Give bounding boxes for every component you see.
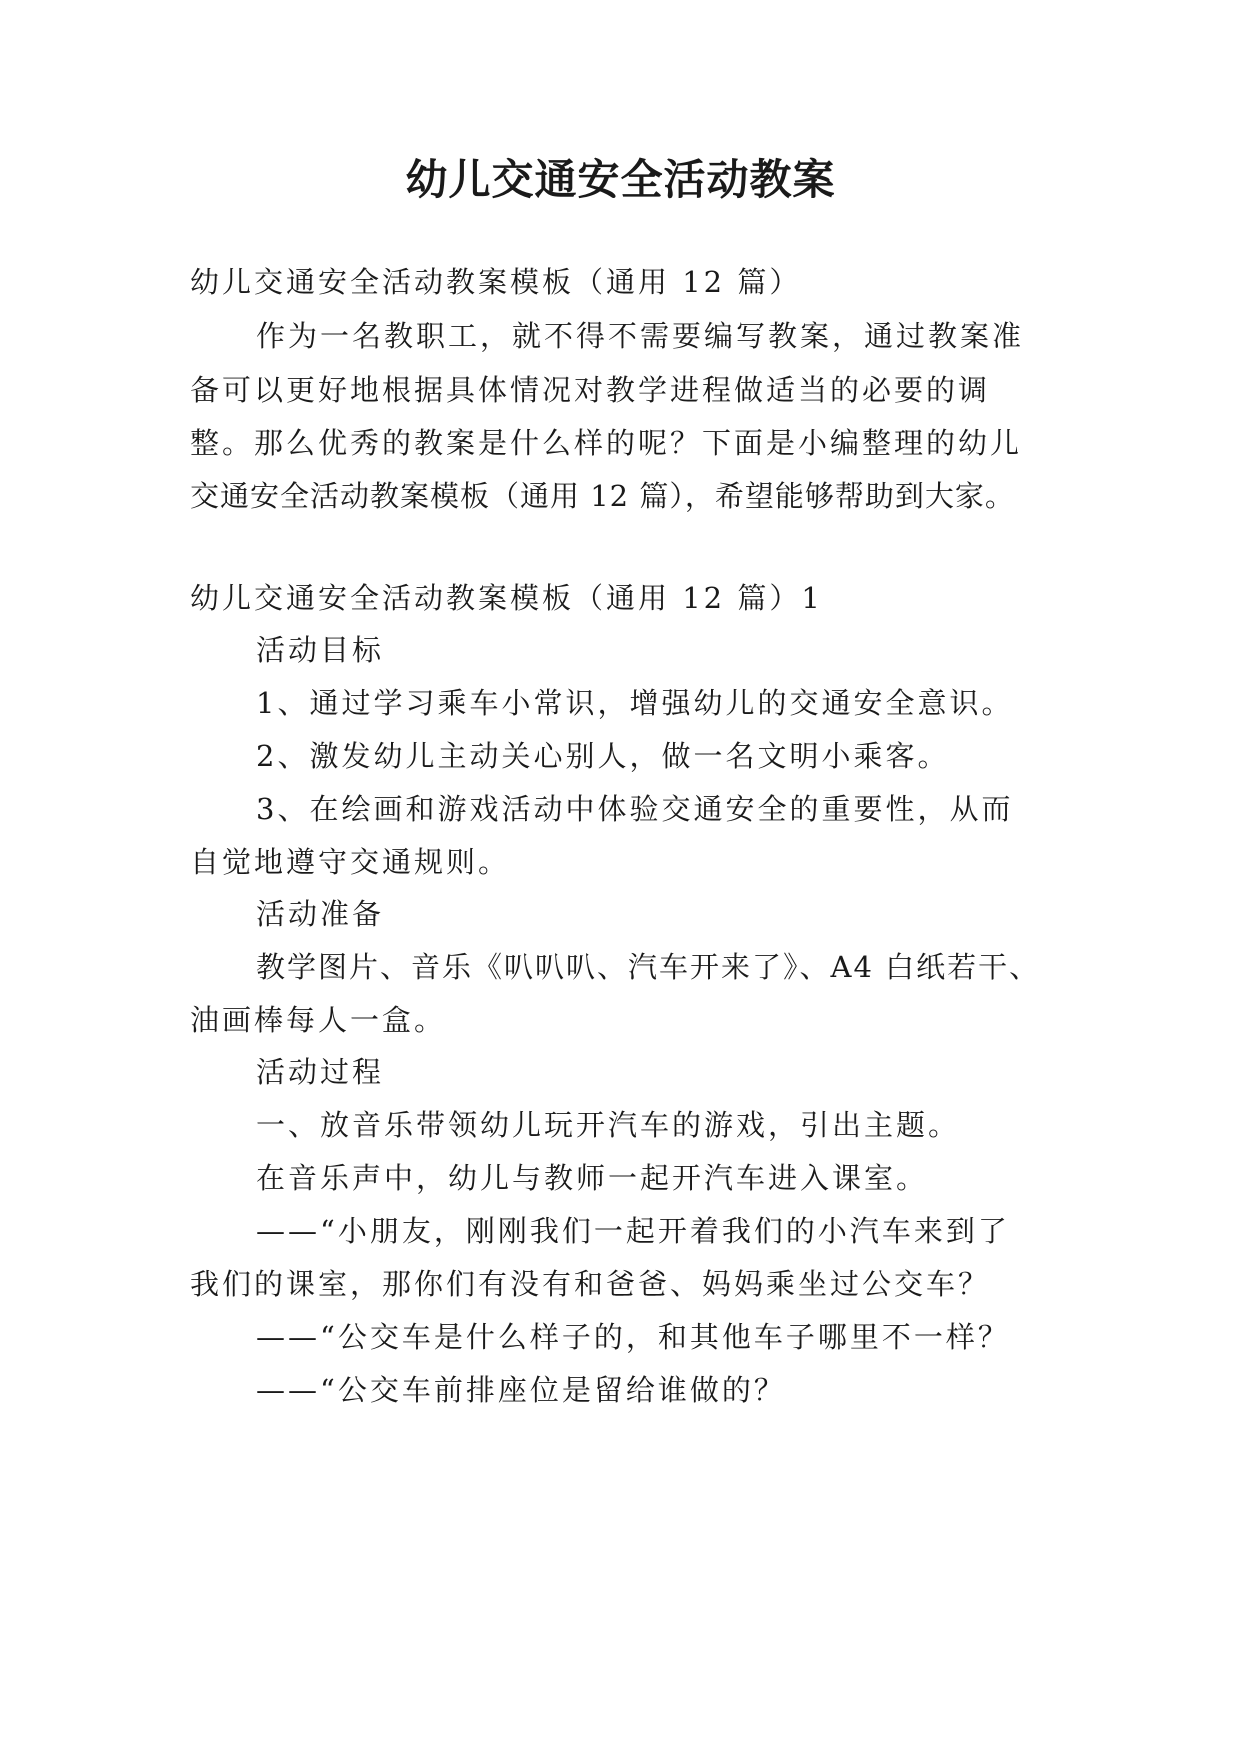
dialogue-line: 我们的课室，那你们有没有和爸爸、妈妈乘坐过公交车？: [190, 1267, 991, 1301]
goal-item: 1、通过学习乘车小常识，增强幼儿的交通安全意识。: [256, 686, 1014, 720]
intro-line: 备可以更好地根据具体情况对教学进程做适当的必要的调: [190, 373, 991, 407]
dialogue-line: ——“小朋友，刚刚我们一起开着我们的小汽车来到了: [256, 1214, 1010, 1248]
goal-item-continued: 自觉地遵守交通规则。: [190, 845, 511, 879]
dialogue-line: ——“公交车是什么样子的，和其他车子哪里不一样？: [256, 1320, 1010, 1354]
goal-item: 2、激发幼儿主动关心别人，做一名文明小乘客。: [256, 739, 950, 773]
subtitle-line: 幼儿交通安全活动教案模板（通用 12 篇）: [190, 265, 802, 299]
activity-goal-heading: 活动目标: [256, 633, 385, 667]
intro-line: 整。那么优秀的教案是什么样的呢？下面是小编整理的幼儿: [190, 426, 1023, 460]
goal-item: 3、在绘画和游戏活动中体验交通安全的重要性，从而: [256, 792, 1014, 826]
dialogue-line: ——“公交车前排座位是留给谁做的？: [256, 1373, 786, 1407]
activity-process-heading: 活动过程: [256, 1055, 385, 1089]
prep-line: 教学图片、音乐《叭叭叭、汽车开来了》、A4 白纸若干、: [256, 950, 1041, 984]
prep-line: 油画棒每人一盒。: [190, 1003, 447, 1037]
process-line: 一、放音乐带领幼儿玩开汽车的游戏，引出主题。: [256, 1108, 961, 1142]
intro-line: 交通安全活动教案模板（通用 12 篇），希望能够帮助到大家。: [190, 479, 1015, 513]
activity-prep-heading: 活动准备: [256, 897, 385, 931]
intro-line: 作为一名教职工，就不得不需要编写教案，通过教案准: [256, 319, 1025, 353]
process-line: 在音乐声中，幼儿与教师一起开汽车进入课室。: [256, 1161, 929, 1195]
section-heading: 幼儿交通安全活动教案模板（通用 12 篇）1: [190, 581, 823, 615]
document-title: 幼儿交通安全活动教案: [405, 155, 836, 204]
